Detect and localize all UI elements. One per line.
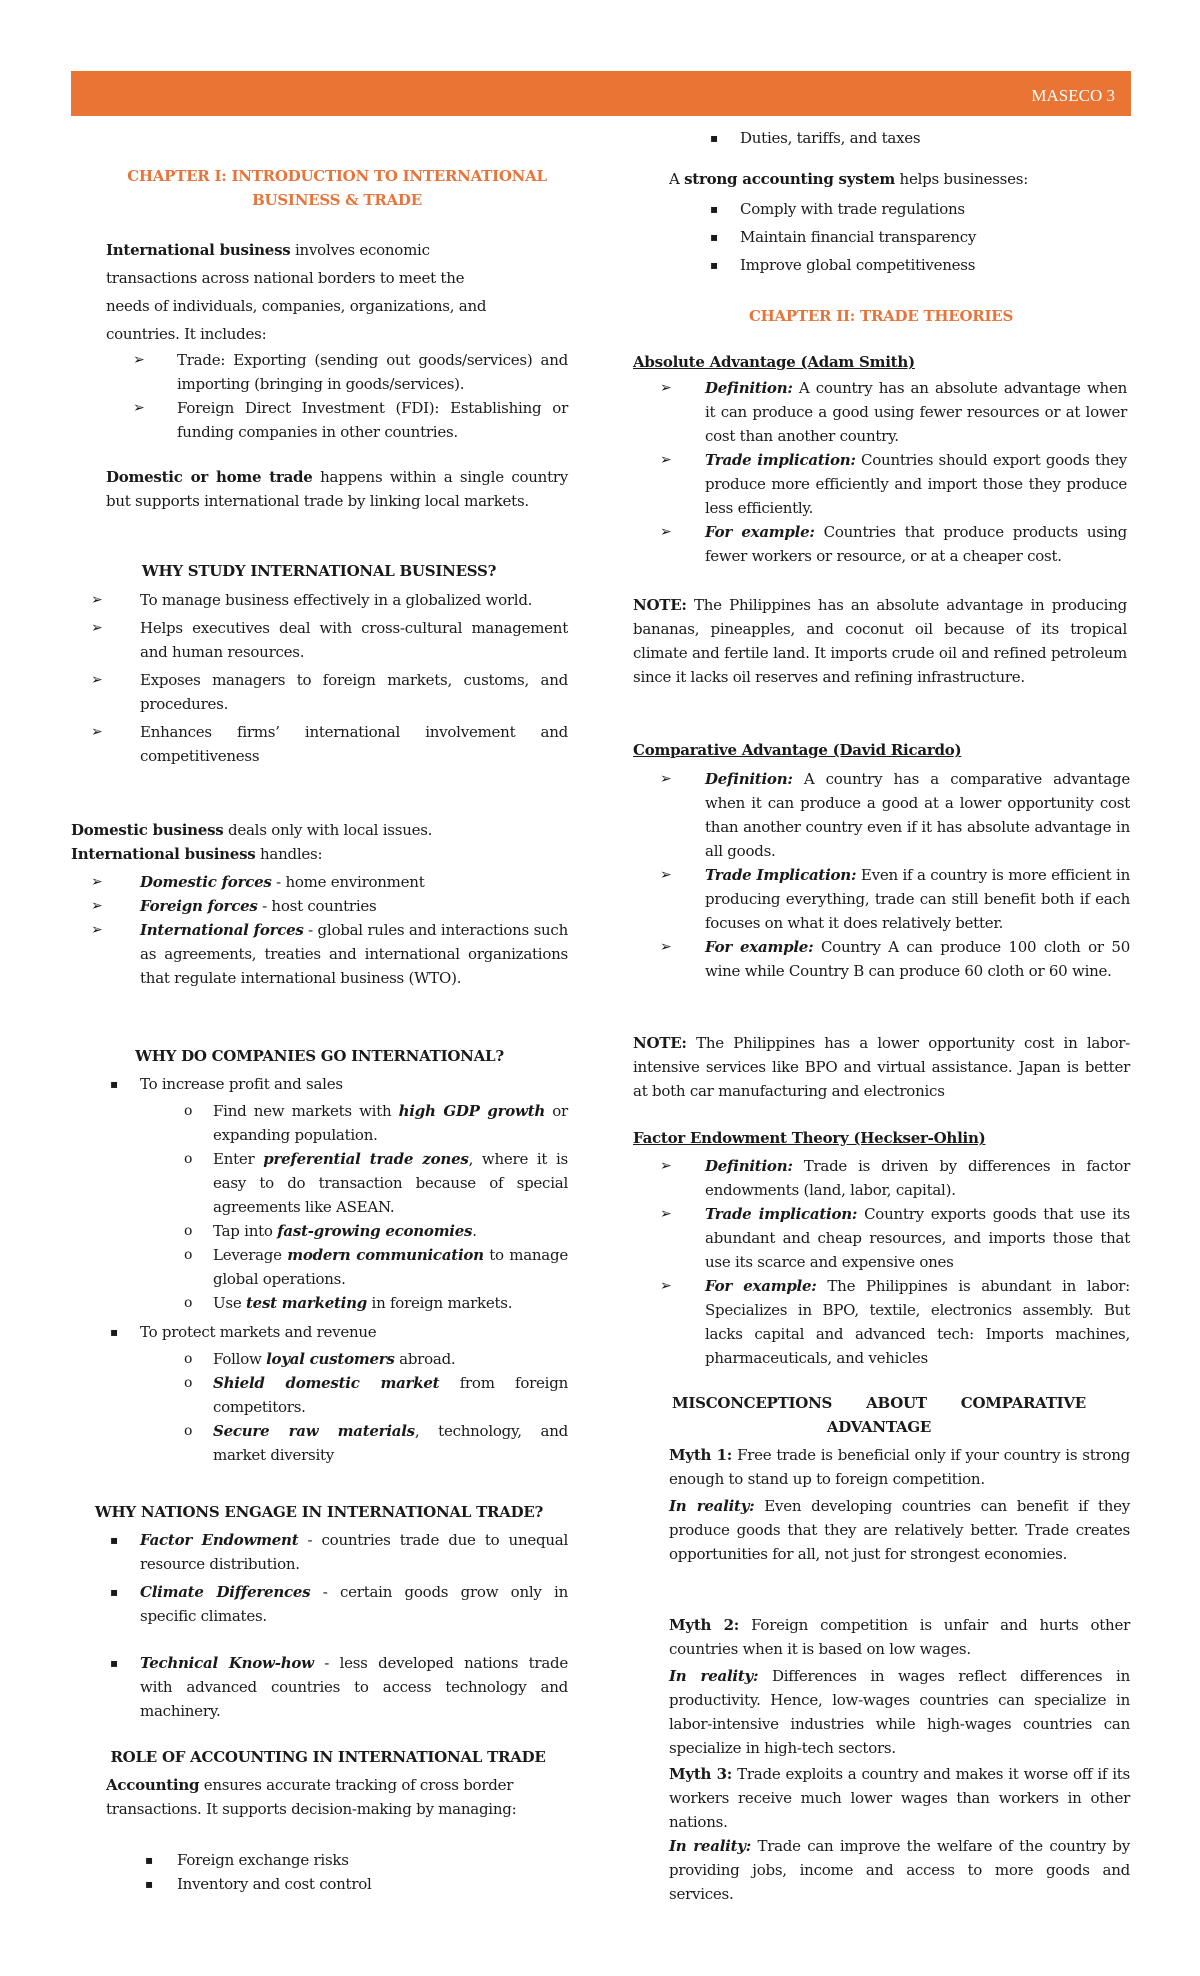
- list-item-text: [705, 451, 1127, 517]
- list-item-text: [705, 866, 1130, 932]
- arrow-bullet-icon: ➢: [133, 352, 145, 368]
- text-run: Trade is driven by differences in factor endowments (land, labor, capital).: [705, 1157, 1130, 1199]
- list-item: [71, 918, 568, 990]
- square-bullet-icon: ▪: [110, 1585, 118, 1599]
- bullet-list-block: [71, 588, 568, 768]
- arrow-bullet-list: [71, 588, 568, 768]
- emphasized-text: NOTE:: [633, 1034, 687, 1052]
- list-item-text: [140, 1531, 568, 1573]
- emphasized-text: International business: [71, 845, 256, 863]
- emphasized-text: Myth 2:: [669, 1616, 740, 1634]
- arrow-bullet-icon: ➢: [91, 620, 103, 636]
- emphasized-text: Trade implication:: [705, 451, 856, 469]
- square-bullet-icon: ▪: [110, 1656, 118, 1670]
- emphasized-text: Factor Endowment: [140, 1531, 299, 1549]
- emphasized-text: fast-growing economies: [277, 1222, 473, 1240]
- bullet-list-block: [633, 376, 1127, 568]
- emphasized-text: high GDP growth: [398, 1102, 546, 1120]
- square-bullet-icon: ▪: [710, 230, 718, 244]
- circle-bullet-icon: o: [184, 1223, 193, 1239]
- square-bullet-icon: ▪: [110, 1533, 118, 1547]
- paragraph: [669, 1834, 1130, 1906]
- arrow-bullet-icon: ➢: [660, 1206, 672, 1222]
- square-bullet-icon: ▪: [710, 131, 718, 145]
- text-run: , technology, and market diversity: [213, 1422, 568, 1464]
- arrow-bullet-icon: ➢: [91, 874, 103, 890]
- list-item: [633, 520, 1127, 568]
- text-run: Trade exploits a country and makes it worse off if its workers receive much lower wages than workers in other nations.: [669, 1765, 1131, 1831]
- arrow-bullet-icon: ➢: [660, 867, 672, 883]
- header-label: MASECO 3: [1031, 86, 1115, 105]
- emphasized-text: Climate Differences: [140, 1583, 311, 1601]
- list-item-text: [705, 938, 1130, 980]
- paragraph: [106, 236, 506, 348]
- arrow-bullet-icon: ➢: [660, 452, 672, 468]
- list-item-text: [705, 523, 1127, 565]
- arrow-bullet-icon: ➢: [660, 524, 672, 540]
- list-item: [106, 348, 568, 396]
- bullet-list-block: [669, 195, 1129, 279]
- text-run: Even developing countries can benefit if they produce goods that they are relatively better. Trade creates opportunities for all, not just for strongest economies.: [669, 1497, 1130, 1563]
- sub-list-item: [71, 1419, 568, 1467]
- circle-bullet-icon: o: [184, 1103, 193, 1119]
- list-item-text: [213, 1350, 455, 1368]
- text-run: Find new markets with: [213, 1102, 399, 1120]
- paragraph: [633, 350, 1127, 374]
- list-item-text: [213, 1222, 477, 1240]
- section-heading: [672, 1391, 1086, 1439]
- list-item: [71, 1651, 568, 1723]
- list-item: [71, 616, 568, 664]
- list-item: [106, 396, 568, 444]
- list-item: [71, 1580, 568, 1628]
- arrow-bullet-list: [633, 1154, 1130, 1370]
- sub-list-item: [71, 1347, 568, 1371]
- paragraph: [669, 1613, 1130, 1661]
- emphasized-text: loyal customers: [266, 1350, 395, 1368]
- list-item: [71, 894, 568, 918]
- circle-bullet-icon: o: [184, 1295, 193, 1311]
- emphasized-text: Trade Implication:: [705, 866, 857, 884]
- square-bullet-icon: ▪: [710, 202, 718, 216]
- text-run: handles:: [255, 845, 323, 863]
- list-item: [106, 1872, 568, 1896]
- arrow-bullet-icon: ➢: [91, 922, 103, 938]
- paragraph: [71, 818, 568, 842]
- arrow-bullet-icon: ➢: [660, 939, 672, 955]
- list-item: [633, 767, 1130, 863]
- sub-list-item: [71, 1291, 568, 1315]
- arrow-bullet-list: [633, 767, 1130, 983]
- arrow-bullet-icon: ➢: [660, 771, 672, 787]
- text-run: from foreign competitors.: [213, 1374, 568, 1416]
- list-item: [71, 668, 568, 716]
- emphasized-text: For example:: [705, 1277, 817, 1295]
- arrow-bullet-icon: ➢: [91, 672, 103, 688]
- emphasized-text: For example:: [705, 938, 814, 956]
- emphasized-text: NOTE:: [633, 596, 687, 614]
- text-run: A country has an absolute advantage when it can produce a good using fewer resources or at lower cost than another country.: [705, 379, 1127, 445]
- sub-list-item: [71, 1219, 568, 1243]
- section-heading: [87, 1500, 551, 1524]
- bullet-list-block: [71, 870, 568, 990]
- text-run: The Philippines has a lower opportunity cost in labor-intensive services like BPO and virtual assistance. Japan is better at both car manufacturing and electronics: [633, 1034, 1130, 1100]
- list-item-text: [140, 619, 568, 661]
- text-run: - home environment: [271, 873, 425, 891]
- square-bullet-list: [106, 1848, 568, 1896]
- text-run: abroad.: [394, 1350, 456, 1368]
- list-item: [106, 1848, 568, 1872]
- paragraph: [669, 1494, 1130, 1566]
- arrow-bullet-icon: ➢: [660, 1278, 672, 1294]
- list-item-text: [213, 1246, 568, 1288]
- text-run: To manage business effectively in a globalized world.: [140, 591, 533, 609]
- text-run: Improve global competitiveness: [740, 256, 976, 274]
- text-run: or expanding population.: [213, 1102, 568, 1144]
- list-item-text: [177, 1851, 349, 1869]
- text-run: to manage global operations.: [213, 1246, 568, 1288]
- square-bullet-list: [71, 1072, 568, 1467]
- text-run: CHAPTER I: INTRODUCTION TO INTERNATIONAL BUSINESS & TRADE: [127, 167, 547, 209]
- emphasized-text: International forces: [140, 921, 304, 939]
- emphasized-text: Trade implication:: [705, 1205, 858, 1223]
- chapter-title: [106, 164, 568, 212]
- arrow-bullet-icon: ➢: [91, 724, 103, 740]
- list-item: [633, 448, 1127, 520]
- text-run: WHY NATIONS ENGAGE IN INTERNATIONAL TRADE?: [94, 1503, 544, 1521]
- emphasized-text: Myth 1:: [669, 1446, 733, 1464]
- circle-bullet-list: [71, 1347, 568, 1467]
- section-heading: [93, 1745, 563, 1769]
- paragraph: [633, 593, 1127, 689]
- list-item-text: [140, 591, 532, 609]
- list-item-text: [177, 351, 568, 393]
- emphasized-text: Domestic business: [71, 821, 224, 839]
- sub-list-item: [71, 1147, 568, 1219]
- paragraph: [669, 1443, 1130, 1491]
- text-run: WHY STUDY INTERNATIONAL BUSINESS?: [141, 562, 497, 580]
- sub-list-item: [71, 1243, 568, 1291]
- paragraph: [633, 1126, 1127, 1150]
- arrow-bullet-icon: ➢: [660, 1158, 672, 1174]
- list-item-text: [140, 1075, 343, 1093]
- paragraph: [633, 738, 1127, 762]
- text-run: Trade can improve the welfare of the country by providing jobs, income and access to more goods and services.: [669, 1837, 1130, 1903]
- list-item: [71, 1072, 568, 1096]
- arrow-bullet-icon: ➢: [91, 898, 103, 914]
- list-item-text: [140, 1323, 376, 1341]
- text-run: Inventory and cost control: [177, 1875, 372, 1893]
- text-run: Follow: [213, 1350, 267, 1368]
- list-item-text: [177, 399, 568, 441]
- text-run: Use: [213, 1294, 246, 1312]
- emphasized-text: Accounting: [106, 1776, 200, 1794]
- emphasized-text: Definition:: [705, 379, 793, 397]
- square-bullet-icon: ▪: [110, 1077, 118, 1091]
- list-item: [633, 1274, 1130, 1370]
- text-run: Foreign competition is unfair and hurts other countries when it is based on low wages.: [669, 1616, 1131, 1658]
- list-item: [669, 223, 1129, 251]
- bullet-list-block: [633, 767, 1130, 983]
- bullet-list-block: [106, 348, 568, 444]
- text-run: Enter: [213, 1150, 264, 1168]
- list-item: [633, 1202, 1130, 1274]
- arrow-bullet-list: [71, 870, 568, 990]
- text-run: Exposes managers to foreign markets, customs, and procedures.: [140, 671, 568, 713]
- square-bullet-icon: ▪: [145, 1853, 153, 1867]
- text-run: ensures accurate tracking of cross border transactions. It supports decision-making by managing:: [106, 1776, 517, 1818]
- list-item: [633, 1154, 1130, 1202]
- list-item-text: [140, 873, 424, 891]
- text-run: - countries trade due to unequal resource distribution.: [140, 1531, 568, 1573]
- text-run: A: [669, 170, 685, 188]
- list-item-text: [740, 200, 965, 218]
- text-run: involves economic transactions across national borders to meet the needs of individuals, companies, organizations, and countries. It includes:: [106, 241, 487, 343]
- text-run: .: [472, 1222, 477, 1240]
- circle-bullet-icon: o: [184, 1351, 193, 1367]
- text-run: - host countries: [257, 897, 377, 915]
- bullet-list-block: [669, 126, 1129, 150]
- circle-bullet-icon: o: [184, 1375, 193, 1391]
- emphasized-text: Secure raw materials: [213, 1422, 415, 1440]
- text-run: Tap into: [213, 1222, 278, 1240]
- paragraph: [669, 1664, 1130, 1760]
- arrow-bullet-icon: ➢: [91, 592, 103, 608]
- list-item: [71, 720, 568, 768]
- text-run: Free trade is beneficial only if your country is strong enough to stand up to foreign competition.: [669, 1446, 1130, 1488]
- list-item-text: [177, 1875, 372, 1893]
- arrow-bullet-icon: ➢: [133, 400, 145, 416]
- text-run: Leverage: [213, 1246, 288, 1264]
- text-run: Differences in wages reflect differences in productivity. Hence, low-wages countries can specialize in labor-intensive industries while high-wages countries can specialize in high-tech sectors.: [669, 1667, 1130, 1757]
- list-item-text: [140, 1583, 568, 1625]
- circle-bullet-icon: o: [184, 1247, 193, 1263]
- text-run: Enhances firms’ international involvement and competitiveness: [140, 723, 568, 765]
- text-run: MISCONCEPTIONS ABOUT COMPARATIVE ADVANTAGE: [672, 1394, 1086, 1436]
- text-run: The Philippines is abundant in labor: Specializes in BPO, textile, electronics assembly. But lacks capital and advanced tech: Imports machines, pharmaceuticals, and vehicles: [705, 1277, 1130, 1367]
- emphasized-text: Technical Know-how: [140, 1654, 314, 1672]
- emphasized-text: For example:: [705, 523, 815, 541]
- text-run: helps businesses:: [895, 170, 1029, 188]
- list-item-text: [140, 1654, 568, 1720]
- text-run: To increase profit and sales: [140, 1075, 343, 1093]
- list-item-text: [705, 1205, 1130, 1271]
- text-run: - global rules and interactions such as agreements, treaties and international organizations that regulate international business (WTO).: [140, 921, 568, 987]
- emphasized-text: Domestic or home trade: [106, 468, 313, 486]
- text-run: Country exports goods that use its abundant and cheap resources, and imports those that use its scarce and expensive ones: [705, 1205, 1130, 1271]
- text-run: Countries that produce products using fewer workers or resource, or at a cheaper cost.: [705, 523, 1127, 565]
- section-heading: [136, 559, 502, 583]
- emphasized-text: test marketing: [245, 1294, 368, 1312]
- emphasized-text: Comparative Advantage (David Ricardo): [633, 741, 962, 759]
- list-item-text: [705, 770, 1130, 860]
- emphasized-text: strong accounting system: [684, 170, 896, 188]
- list-item-text: [140, 897, 376, 915]
- paragraph: [71, 842, 568, 866]
- sub-list: [71, 1099, 568, 1315]
- list-item: [669, 195, 1129, 223]
- emphasized-text: Domestic forces: [140, 873, 272, 891]
- text-run: - less developed nations trade with advanced countries to access technology and machinery.: [140, 1654, 569, 1720]
- emphasized-text: International business: [106, 241, 291, 259]
- list-item-text: [213, 1294, 512, 1312]
- text-run: CHAPTER II: TRADE THEORIES: [748, 307, 1014, 325]
- section-heading: [129, 1044, 510, 1068]
- text-run: Duties, tariffs, and taxes: [740, 129, 921, 147]
- list-item-text: [740, 228, 976, 246]
- list-item-text: [213, 1150, 568, 1216]
- emphasized-text: modern communication: [287, 1246, 484, 1264]
- list-item-text: [705, 379, 1127, 445]
- sub-list-item: [71, 1099, 568, 1147]
- emphasized-text: preferential trade zones: [263, 1150, 469, 1168]
- list-item: [669, 251, 1129, 279]
- paragraph: [106, 1773, 546, 1821]
- square-bullet-icon: ▪: [110, 1325, 118, 1339]
- text-run: Foreign Direct Investment (FDI): Establishing or funding companies in other countries.: [177, 399, 568, 441]
- list-item-text: [140, 723, 568, 765]
- list-item: [71, 588, 568, 612]
- emphasized-text: Definition:: [705, 770, 793, 788]
- emphasized-text: Shield domestic market: [213, 1374, 440, 1392]
- paragraph: [106, 465, 568, 513]
- arrow-bullet-list: [633, 376, 1127, 568]
- list-item: [633, 376, 1127, 448]
- list-item: [633, 935, 1130, 983]
- chapter-title: [632, 304, 1130, 328]
- text-run: Countries should export goods they produce more efficiently and import those they produce less efficiently.: [705, 451, 1127, 517]
- square-bullet-icon: ▪: [145, 1877, 153, 1891]
- list-item: [71, 1528, 568, 1576]
- text-run: To protect markets and revenue: [140, 1323, 377, 1341]
- text-run: A country has a comparative advantage when it can produce a good at a lower opportunity cost than another country even if it has absolute advantage in all goods.: [705, 770, 1130, 860]
- list-item-text: [213, 1374, 568, 1416]
- square-bullet-list: [669, 195, 1129, 279]
- list-item-text: [140, 921, 568, 987]
- emphasized-text: Factor Endowment Theory (Heckser-Ohlin): [633, 1129, 986, 1147]
- list-item: [71, 1320, 568, 1344]
- text-run: happens within a single country but supports international trade by linking local markets.: [106, 468, 569, 510]
- text-run: Helps executives deal with cross-cultural management and human resources.: [140, 619, 568, 661]
- list-item-text: [213, 1422, 568, 1464]
- emphasized-text: Myth 3:: [669, 1765, 733, 1783]
- emphasized-text: Definition:: [705, 1157, 793, 1175]
- text-run: , where it is easy to do transaction because of special agreements like ASEAN.: [213, 1150, 568, 1216]
- text-run: Foreign exchange risks: [177, 1851, 349, 1869]
- text-run: Trade: Exporting (sending out goods/services) and importing (bringing in goods/services).: [177, 351, 568, 393]
- list-item: [71, 870, 568, 894]
- square-bullet-list: [669, 126, 1129, 150]
- text-run: Country A can produce 100 cloth or 50 wine while Country B can produce 60 cloth or 60 wine.: [705, 938, 1130, 980]
- list-item-text: [140, 671, 568, 713]
- emphasized-text: In reality:: [669, 1497, 755, 1515]
- text-run: in foreign markets.: [367, 1294, 513, 1312]
- text-run: Maintain financial transparency: [740, 228, 977, 246]
- text-run: WHY DO COMPANIES GO INTERNATIONAL?: [135, 1047, 504, 1065]
- list-item-text: [705, 1157, 1130, 1199]
- text-run: The Philippines has an absolute advantage in producing bananas, pineapples, and coconut oil because of its tropical climate and fertile land. It imports crude oil and refined petroleum since it lacks oil reserves and refining infrastructure.: [633, 596, 1127, 686]
- circle-bullet-icon: o: [184, 1151, 193, 1167]
- emphasized-text: In reality:: [669, 1667, 759, 1685]
- emphasized-text: In reality:: [669, 1837, 752, 1855]
- sub-list-item: [71, 1371, 568, 1419]
- bullet-list-block: [71, 1528, 568, 1723]
- bullet-list-block: [633, 1154, 1130, 1370]
- square-bullet-icon: ▪: [710, 258, 718, 272]
- paragraph: [669, 167, 1129, 191]
- text-run: - certain goods grow only in specific climates.: [140, 1583, 568, 1625]
- text-run: deals only with local issues.: [223, 821, 433, 839]
- list-item: [633, 863, 1130, 935]
- bullet-list-block: [71, 1072, 568, 1467]
- emphasized-text: Foreign forces: [140, 897, 258, 915]
- list-item-text: [213, 1102, 568, 1144]
- list-item-text: [740, 129, 920, 147]
- sub-list: [71, 1347, 568, 1467]
- circle-bullet-list: [71, 1099, 568, 1315]
- list-item-text: [740, 256, 975, 274]
- square-bullet-list: [71, 1528, 568, 1723]
- text-run: Comply with trade regulations: [740, 200, 965, 218]
- arrow-bullet-list: [106, 348, 568, 444]
- list-item-text: [705, 1277, 1130, 1367]
- bullet-list-block: [106, 1848, 568, 1896]
- arrow-bullet-icon: ➢: [660, 380, 672, 396]
- list-item: [669, 126, 1129, 150]
- emphasized-text: Absolute Advantage (Adam Smith): [633, 353, 915, 371]
- paragraph: [633, 1031, 1130, 1103]
- page-header-bar: [71, 71, 1131, 116]
- text-run: ROLE OF ACCOUNTING IN INTERNATIONAL TRADE: [110, 1748, 546, 1766]
- text-run: Even if a country is more efficient in producing everything, trade can still benefit both if each focuses on what it does relatively better.: [705, 866, 1130, 932]
- paragraph: [669, 1762, 1130, 1834]
- circle-bullet-icon: o: [184, 1423, 193, 1439]
